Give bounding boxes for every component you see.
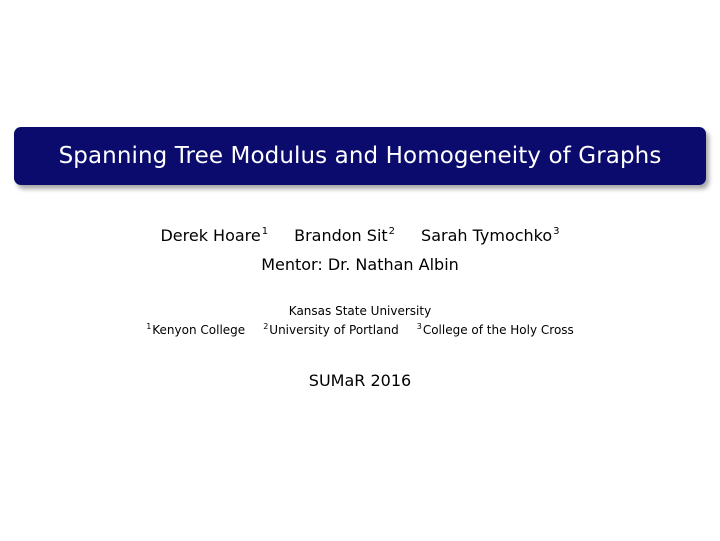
- affiliation-mark: 2: [263, 322, 269, 331]
- affiliation-mark: 1: [146, 322, 152, 331]
- author-mark: 2: [388, 226, 396, 237]
- affiliation-mark: 3: [416, 322, 422, 331]
- title-banner: [14, 127, 706, 185]
- slide-title: Spanning Tree Modulus and Homogeneity of Graphs: [58, 143, 662, 169]
- author-1: [160, 226, 268, 245]
- affiliation-2: [263, 322, 399, 337]
- author-name: Brandon Sit: [294, 226, 388, 245]
- affiliation-name: University of Portland: [269, 323, 399, 337]
- host-institution: Kansas State University: [288, 304, 432, 318]
- author-mark: 3: [553, 226, 560, 237]
- author-name: Sarah Tymochko: [421, 226, 553, 245]
- conference-label: SUMaR 2016: [308, 371, 412, 390]
- author-name: Derek Hoare: [160, 226, 261, 245]
- affiliation-3: [417, 322, 574, 337]
- author-3: [421, 226, 560, 245]
- affiliation-1: [146, 322, 245, 337]
- author-mark: 1: [261, 226, 269, 237]
- author-2: [294, 226, 395, 245]
- affiliation-name: Kenyon College: [152, 323, 246, 337]
- affiliation-name: College of the Holy Cross: [422, 323, 574, 337]
- affiliation-list: [0, 322, 720, 337]
- author-list: [0, 226, 720, 245]
- mentor-line: Mentor: Dr. Nathan Albin: [261, 255, 459, 274]
